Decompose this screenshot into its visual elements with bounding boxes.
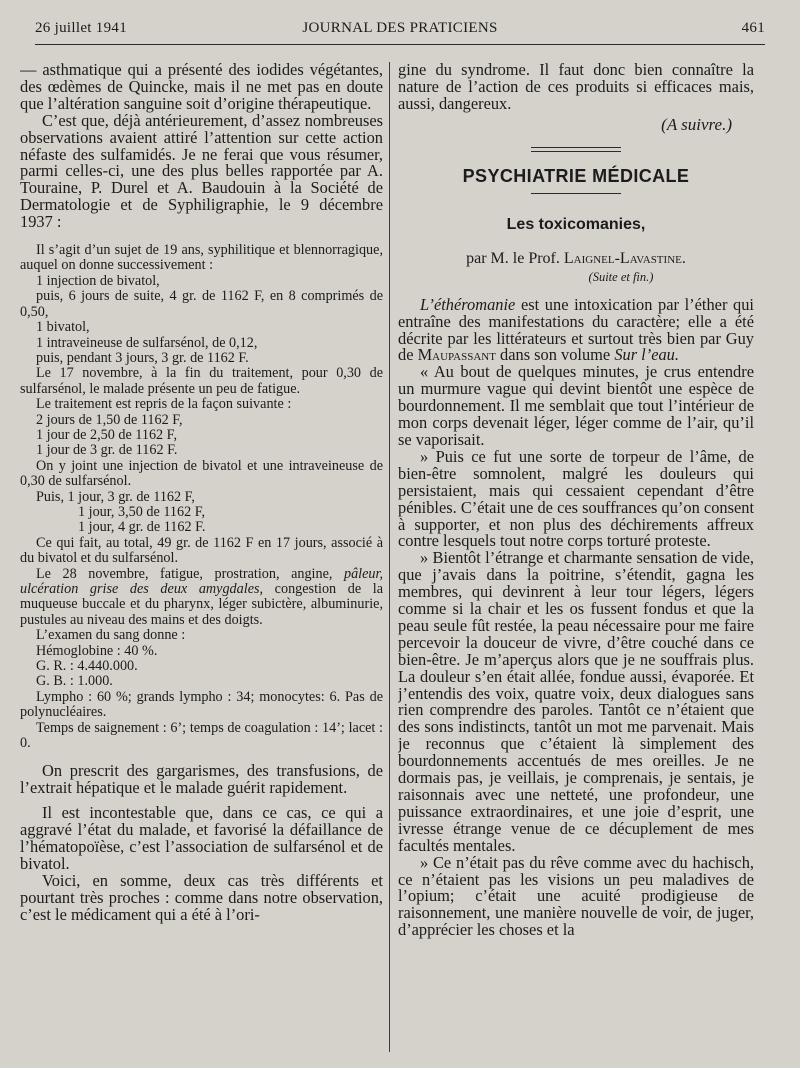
blood-exam-block (20, 628, 383, 751)
observation-line: 1 jour, 4 gr. de 1162 F. (78, 519, 206, 536)
blood-exam-line: Temps de saignement : 6’; temps de coagulation : 14’; lacet : 0. (20, 719, 383, 752)
left-paragraph-3: On prescrit des gargarismes, des transfusions, de l’extrait hépatique et le malade guérit rapidement. (20, 761, 383, 798)
observation-block (20, 243, 383, 567)
observation-line: 1 jour de 2,50 de 1162 F, (36, 426, 177, 443)
observation-line: 2 jours de 1,50 de 1162 F, (36, 411, 183, 428)
observation-line: 1 jour, 3,50 de 1162 F, (78, 503, 206, 520)
right-paragraph-1: gine du syndrome. Il faut donc bien connaître la nature de l’action de ces produits si efficaces mais, aussi, dangereux. (398, 62, 754, 113)
header-date: 26 juillet 1941 (35, 20, 127, 36)
right-paragraph-5: » Bientôt l’étrange et charmante sensation de vide, que j’avais dans la poitrine, s’étendit, gagna les membres, qui devinrent à leur tour légers, légers comme si la chair et les os fussent fondus et que la peau seule fût restée, la peau nécessaire pour me faire percevoir la douceur de vivre, d’être couché dans ce bien-être. Je m’aperçus alors que je ne souffrais plus. La douleur s’en était allée, fondue aussi, évaporée. Et j’entendis des voix, quatre voix, deux dialogues sans rien comprendre des paroles. Tantôt ce n’étaient que des sons indistincts, tantôt un mot me parvenait. Mais je reconnus que c’étaient là simplement des bourdonnements accentués de mes oreilles. Je ne dormais pas, je veillais, je comprenais, je sentais, je raisonnais avec une netteté, une profondeur, une puissance extraordinaires, et une joie d’esprit, une ivresse étrange venue de ce décuplement de mes facultés mentales. (398, 548, 754, 855)
observation-line: 1 bivatol, (36, 319, 90, 336)
observation-line: Le traitement est repris de la façon suivante : (36, 396, 292, 413)
observation-line: Le 17 novembre, à la fin du traitement, pour 0,30 de sulfarsénol, le malade présente un peu de fatigue. (20, 365, 383, 397)
right-paragraph-4: » Puis ce fut une sorte de torpeur de l’âme, de bien-être somnolent, malgré les douleurs qui persistaient, mais qui cessaient cependant d’être pénibles. C’était une de ces souffrances qu’on consent à supporter, et non plus des déchirements affreux contre lesquels tout notre corps torturé proteste. (398, 446, 754, 551)
left-column (20, 62, 383, 1062)
observation-line: puis, pendant 3 jours, 3 gr. de 1162 F. (36, 349, 249, 366)
blood-exam-line: L’examen du sang donne : (36, 627, 186, 644)
left-paragraph-1: — asthmatique qui a présenté des iodides végétantes, des œdèmes de Quincke, mais il ne met pas en doute que l’altération sanguine soit d’origine thérapeutique. (20, 62, 383, 113)
header-page-number: 461 (741, 20, 765, 36)
continuation-note: (Suite et fin.) (588, 269, 654, 284)
observation-line: 1 jour de 3 gr. de 1162 F. (36, 442, 178, 459)
blood-exam-line: Hémoglobine : 40 %. (36, 642, 158, 659)
observation-line: 1 injection de bivatol, (36, 272, 160, 289)
observation-line: Puis, 1 jour, 3 gr. de 1162 F, (36, 488, 195, 505)
right-paragraph-2: L’éthéromanie est une intoxication par l’éther qui entraîne des manifestations du caractère; elle a été décrite par les littérateurs et surtout très bien par Guy de Maupassant dans son volume Sur l’eau. (398, 294, 754, 365)
left-paragraph-4: Il est incontestable que, dans ce cas, ce qui a aggravé l’état du malade, et favorisé la défaillance de l’hématopoïèse, c’est l’association de sulfarsénol et de bivatol. (20, 803, 383, 873)
left-paragraph-2: C’est que, déjà antérieurement, d’assez nombreuses observations avaient attiré l’attention sur cette action néfaste des sulfamidés. Je ne ferai que vous résumer, parmi celles-ci, une des plus belles rapportée par A. Touraine, P. Durel et A. Baudouin à la Société de Dermatologie et de Syphiligraphie, le 9 décembre 1937 : (20, 110, 383, 232)
obs-nov28: Le 28 novembre, fatigue, prostration, angine, pâleur, ulcération grise des deux amygdales, congestion de la muqueuse buccale et du pharynx, léger subictère, albuminurie, pustules au niveau des mains et des doigts. (20, 565, 383, 628)
header-journal-title: JOURNAL DES PRATICIENS (302, 20, 498, 36)
observation-line: 1 intraveineuse de sulfarsénol, de 0,12, (36, 334, 258, 351)
column-divider (389, 62, 390, 1052)
observation-line: puis, 6 jours de suite, 4 gr. de 1162 F, en 8 comprimés de 0,50, (20, 288, 383, 320)
left-paragraph-5: Voici, en somme, deux cas très différents et pourtant très proches : comme dans notre observation, c’est le médicament qui a été à l’ori- (20, 870, 383, 924)
blood-exam-line: Lympho : 60 %; grands lympho : 34; monocytes: 6. Pas de polynucléaires. (20, 688, 383, 721)
section-title: PSYCHIATRIE MÉDICALE (462, 165, 690, 186)
to-be-continued: (A suivre.) (661, 114, 732, 134)
author-byline: par M. le Prof. Laignel-Lavastine. (466, 249, 686, 267)
right-paragraph-6: » Ce n’était pas du rêve comme avec du hachisch, ce n’étaient pas les visions un peu maladives de l’opium; c’était une acuité prodigieuse de raisonnement, une manière nouvelle de voir, de juger, d’apprécier les choses et la (398, 852, 754, 940)
right-column (398, 62, 754, 1062)
observation-line: On y joint une injection de bivatol et une intraveineuse de 0,30 de sulfarsénol. (20, 457, 383, 490)
blood-exam-line: G. B. : 1.000. (36, 673, 113, 690)
running-header (35, 18, 765, 45)
section-rule (531, 147, 621, 152)
right-paragraph-3: « Au bout de quelques minutes, je crus entendre un murmure vague qui devint bientôt une espèce de bourdonnement. Il me semblait que tout l’intérieur de mon corps devenait léger, léger comme de l’air, qu’il se vaporisait. (398, 362, 754, 449)
title-rule (531, 193, 621, 194)
article-title: Les toxicomanies, (506, 215, 646, 233)
observation-line: Il s’agit d’un sujet de 19 ans, syphilitique et blennorragique, auquel on donne successivement : (20, 242, 383, 274)
blood-exam-line: G. R. : 4.440.000. (36, 658, 138, 675)
observation-line: Ce qui fait, au total, 49 gr. de 1162 F en 17 jours, associé à du bivatol et du sulfarsénol. (20, 534, 383, 567)
